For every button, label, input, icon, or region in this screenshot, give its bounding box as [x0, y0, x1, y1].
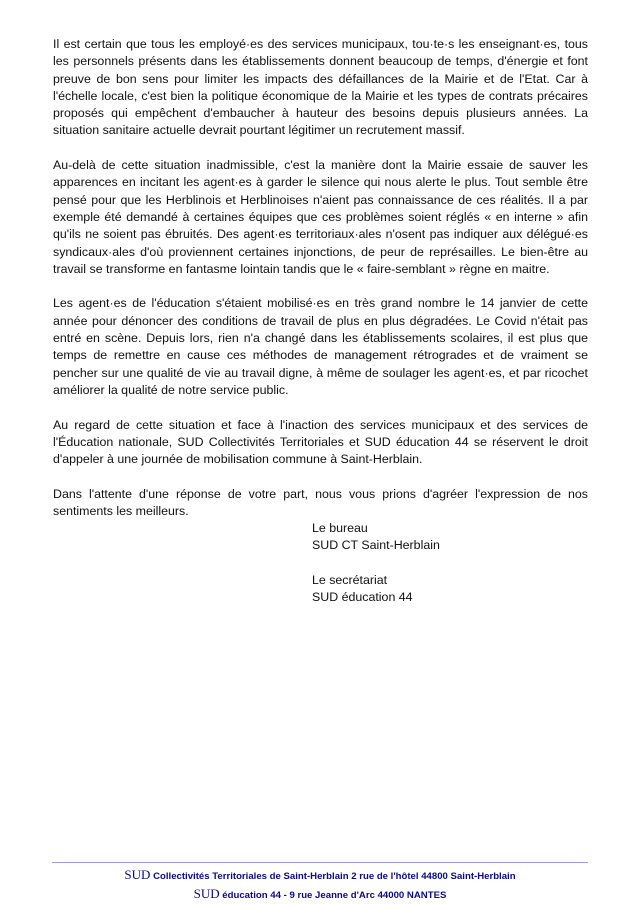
signature-org: SUD CT Saint-Herblain — [312, 538, 440, 553]
footer-sud-label: SUD — [193, 886, 220, 901]
footer-divider — [52, 862, 588, 863]
footer-sud-label: SUD — [124, 867, 151, 882]
paragraph-closing: Dans l'attente d'une réponse de votre part, nous vous prions d'agréer l'expression de nos sentiments les meilleurs. — [53, 486, 588, 519]
paragraph-silence: Au-delà de cette situation inadmissible, c'est la manière dont la Mairie essaie de sauver les apparences en incitant les agent·es à garder le silence qui nous alerte le plus. Tout semble être pensé pour que les Herblinois et Herblinoises n'aient pas connaissance de ces réalités. Il a par exemple été demandé à certaines équipes que ces problèmes soient réglés « en interne » afin qu'ils ne soient pas ébruités. Des agent·es territoriaux·ales n'osent pas indiquer aux délégué·es syndicaux·ales d'où proviennent certaines injonctions, de peur de représailles. Le bien-être au travail se transforme en fantasme lointain tandis que le « faire-semblant » règne en maitre. — [53, 158, 588, 276]
signature-secretariat — [312, 572, 440, 607]
signature-role: Le bureau — [312, 521, 368, 535]
letter-body — [53, 36, 588, 538]
footer-address-ct — [0, 866, 640, 885]
footer-address-text: Collectivités Territoriales de Saint-Herblain 2 rue de l'hôtel 44800 Saint-Herblain — [150, 871, 516, 882]
paragraph-mobilisation: Les agent·es de l'éducation s'étaient mobilisé·es en très grand nombre le 14 janvier de cette année pour dénoncer des conditions de travail de plus en plus dégradées. Le Covid n'était pas entré en scène. Depuis lors, rien n'a changé dans les établissements scolaires, il est plus que temps de remettre en cause ces méthodes de management rétrogrades et de vraiment se pencher sur une qualité de vie au travail digne, à même de soulager les agent·es, et par ricochet améliorer la qualité de notre service public. — [53, 296, 588, 397]
footer-address-text: éducation 44 - 9 rue Jeanne d'Arc 44000 NANTES — [219, 890, 447, 901]
signature-bureau — [312, 520, 440, 555]
signature-role: Le secrétariat — [312, 572, 388, 587]
paragraph-call-to-action: Au regard de cette situation et face à l'inaction des services municipaux et des services de l'Éducation nationale, SUD Collectivités Territoriales et SUD éducation 44 se réservent le droit d'appeler à une journée de mobilisation commune à Saint-Herblain. — [53, 417, 588, 467]
signature — [312, 520, 440, 624]
signature-org: SUD éducation 44 — [312, 590, 413, 605]
paragraph-staff-efforts: Il est certain que tous les employé·es des services municipaux, tou·te·s les enseignant·es, tous les personnels présents dans les établissements donnent beaucoup de temps, d'énergie et font preuve de bon sens pour limiter les impacts des défaillances de la Mairie et de l'Etat. Car à l'échelle locale, c'est bien la politique économique de la Mairie et les types de contrats précaires proposés qui empêchent d'embaucher à hauteur des besoins depuis plusieurs années. La situation sanitaire actuelle devrait pourtant légitimer un recrutement massif. — [53, 37, 588, 138]
footer — [0, 866, 640, 904]
footer-address-education — [0, 885, 640, 904]
